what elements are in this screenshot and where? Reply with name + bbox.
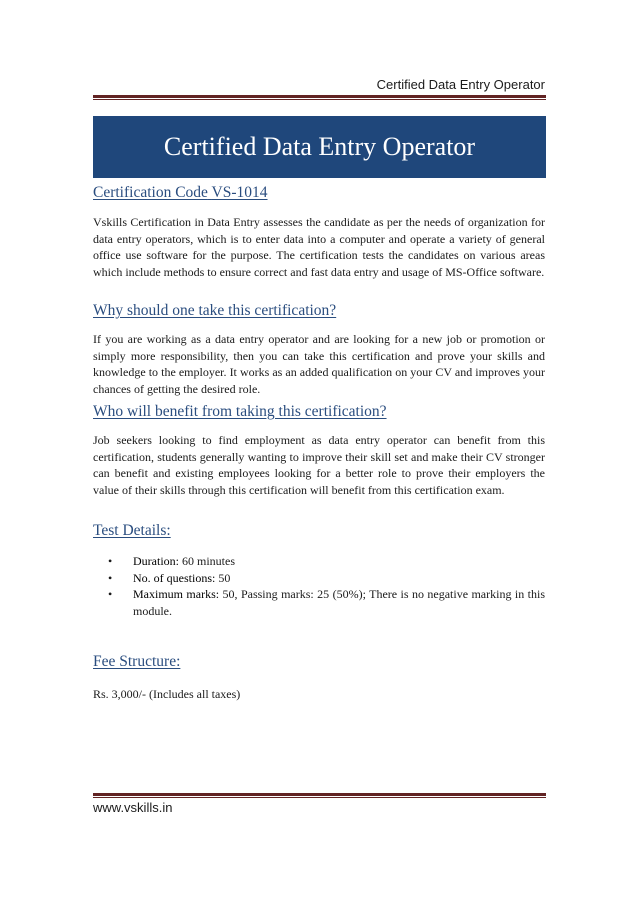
item-label: No. of questions: (133, 570, 216, 585)
test-details-list (108, 553, 545, 619)
why-paragraph: If you are working as a data entry operator and are looking for a new job or promotion or simply more responsibility, then you can take this certification and prove your skills and knowledge to the employer. It works as an added qualification on your CV and improves your chances of getting the desired role. (93, 332, 545, 396)
footer-rule (93, 793, 546, 798)
who-heading: Who will benefit from taking this certification? (93, 403, 387, 420)
test-details-heading: Test Details: (93, 522, 171, 539)
certification-code-value: VS-1014 (211, 184, 268, 201)
list-item (108, 570, 545, 587)
certification-code-heading (93, 184, 268, 202)
who-paragraph: Job seekers looking to find employment as data entry operator can benefit from this certification, students generally wanting to improve their skill set and make their CV stronger can benefit and existing employees looking for a better role to prove their employers the value of their skills through this certification will benefit from this certification exam. (93, 433, 545, 497)
bullet-icon: • (108, 570, 113, 585)
page-title-banner: Certified Data Entry Operator (93, 116, 546, 178)
item-label: Duration: (133, 554, 179, 568)
list-item (108, 586, 545, 619)
running-header: Certified Data Entry Operator (376, 77, 545, 92)
item-value: 50 (218, 570, 231, 585)
bullet-icon: • (108, 554, 113, 568)
item-value: 60 minutes (182, 554, 235, 568)
bullet-icon: • (108, 587, 113, 602)
fee-paragraph: Rs. 3,000/- (Includes all taxes) (93, 687, 241, 701)
certification-code-label: Certification Code (93, 184, 208, 201)
intro-paragraph: Vskills Certification in Data Entry assesses the candidate as per the needs of organization for data entry operators, which is to enter data into a computer and operate a variety of general office use software for the purpose. The certification tests the candidates on various areas which include methods to ensure correct and fast data entry and usage of MS-Office software. (93, 215, 545, 279)
item-label: Maximum marks: (133, 587, 220, 602)
why-heading: Why should one take this certification? (93, 302, 337, 319)
footer-website-link[interactable]: www.vskills.in (93, 800, 173, 815)
header-rule (93, 95, 546, 100)
list-item (108, 553, 545, 570)
item-value: 50, Passing marks: 25 (50%); There is no negative marking in this module. (133, 587, 545, 618)
fee-structure-heading: Fee Structure: (93, 653, 181, 670)
